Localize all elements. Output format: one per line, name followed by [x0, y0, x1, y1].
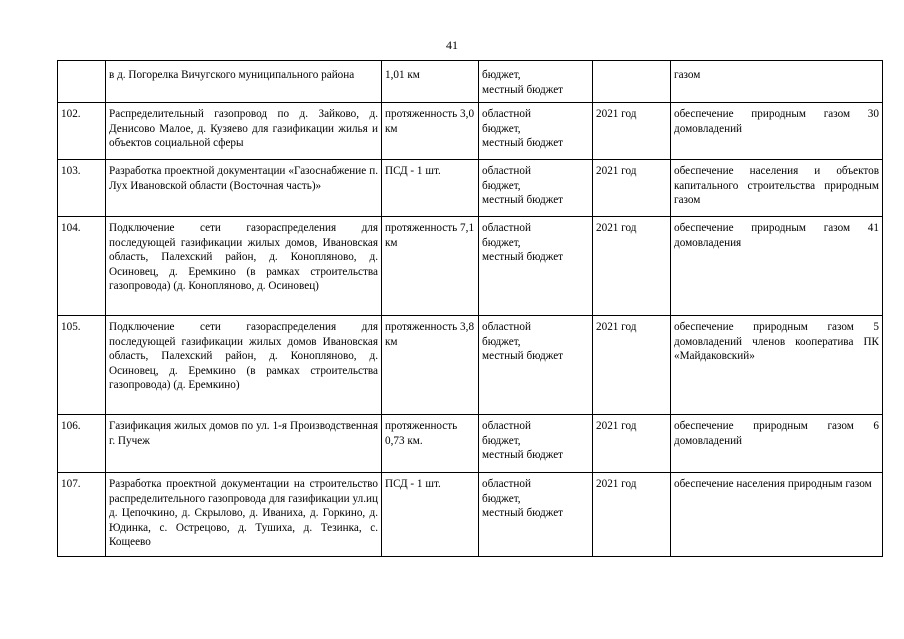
row-volume: ПСД - 1 шт. — [382, 473, 479, 557]
row-volume: протяженность 7,1 км — [382, 217, 479, 316]
row-result: обеспечение населения природным газом — [671, 473, 883, 557]
row-name: Распределительный газопровод по д. Зайково, д. Денисово Малое, д. Кузяево для газификации жилья и объектов социальной сферы — [106, 103, 382, 160]
table-row — [58, 473, 883, 557]
row-result: обеспечение природным газом 41 домовладения — [671, 217, 883, 316]
row-source: областной бюджет, местный бюджет — [479, 316, 593, 415]
row-year: 2021 год — [593, 103, 671, 160]
row-year: 2021 год — [593, 473, 671, 557]
row-volume: 1,01 км — [382, 61, 479, 103]
row-source: областной бюджет, местный бюджет — [479, 473, 593, 557]
row-result: обеспечение природным газом 6 домовладений — [671, 415, 883, 473]
row-name: Газификация жилых домов по ул. 1-я Производственная г. Пучеж — [106, 415, 382, 473]
row-result: газом — [671, 61, 883, 103]
row-year — [593, 61, 671, 103]
row-number: 105. — [58, 316, 106, 415]
row-year: 2021 год — [593, 217, 671, 316]
table-row — [58, 316, 883, 415]
row-number: 102. — [58, 103, 106, 160]
row-result: обеспечение природным газом 5 домовладений членов кооператива ПК «Майдаковский» — [671, 316, 883, 415]
row-source: областной бюджет, местный бюджет — [479, 415, 593, 473]
program-table — [57, 60, 883, 557]
row-volume: ПСД - 1 шт. — [382, 160, 479, 217]
row-number: 104. — [58, 217, 106, 316]
row-year: 2021 год — [593, 415, 671, 473]
row-volume: протяженность 0,73 км. — [382, 415, 479, 473]
table-row — [58, 61, 883, 103]
row-result: обеспечение природным газом 30 домовладений — [671, 103, 883, 160]
row-source: областной бюджет, местный бюджет — [479, 160, 593, 217]
row-number: 103. — [58, 160, 106, 217]
page-number: 41 — [446, 38, 458, 52]
row-name: Подключение сети газораспределения для последующей газификации жилых домов, Ивановская область, Палехский район, д. Конопляново, д. Осиновец, д. Еремкино (в рамках строительства газопровода) (д. Конопляново, д. Осиновец) — [106, 217, 382, 316]
table-row — [58, 160, 883, 217]
row-volume: протяженность 3,8 км — [382, 316, 479, 415]
row-number: 107. — [58, 473, 106, 557]
row-source: областной бюджет, местный бюджет — [479, 217, 593, 316]
row-name: в д. Погорелка Вичугского муниципального района — [106, 61, 382, 103]
row-name: Разработка проектной документации на строительство распределительного газопровода для газификации ул.иц д. Цепочкино, д. Скрылово, д. Иваниха, д. Горкино, д. Юдинка, с. Острецово, д. Тушиха, д. Тезинка, с. Кощеево — [106, 473, 382, 557]
row-number — [58, 61, 106, 103]
row-source: областной бюджет, местный бюджет — [479, 103, 593, 160]
table-row — [58, 103, 883, 160]
table-row — [58, 415, 883, 473]
row-source: бюджет, местный бюджет — [479, 61, 593, 103]
row-year: 2021 год — [593, 160, 671, 217]
row-year: 2021 год — [593, 316, 671, 415]
row-volume: протяженность 3,0 км — [382, 103, 479, 160]
row-name: Подключение сети газораспределения для последующей газификации жилых домов Ивановская область, Палехский район, д. Конопляново, д. Осиновец, д. Еремкино (в рамках строительства газопровода) (д. Еремкино) — [106, 316, 382, 415]
table-row — [58, 217, 883, 316]
row-result: обеспечение населения и объектов капитального строительства природным газом — [671, 160, 883, 217]
row-number: 106. — [58, 415, 106, 473]
row-name: Разработка проектной документации «Газоснабжение п. Лух Ивановской области (Восточная часть)» — [106, 160, 382, 217]
